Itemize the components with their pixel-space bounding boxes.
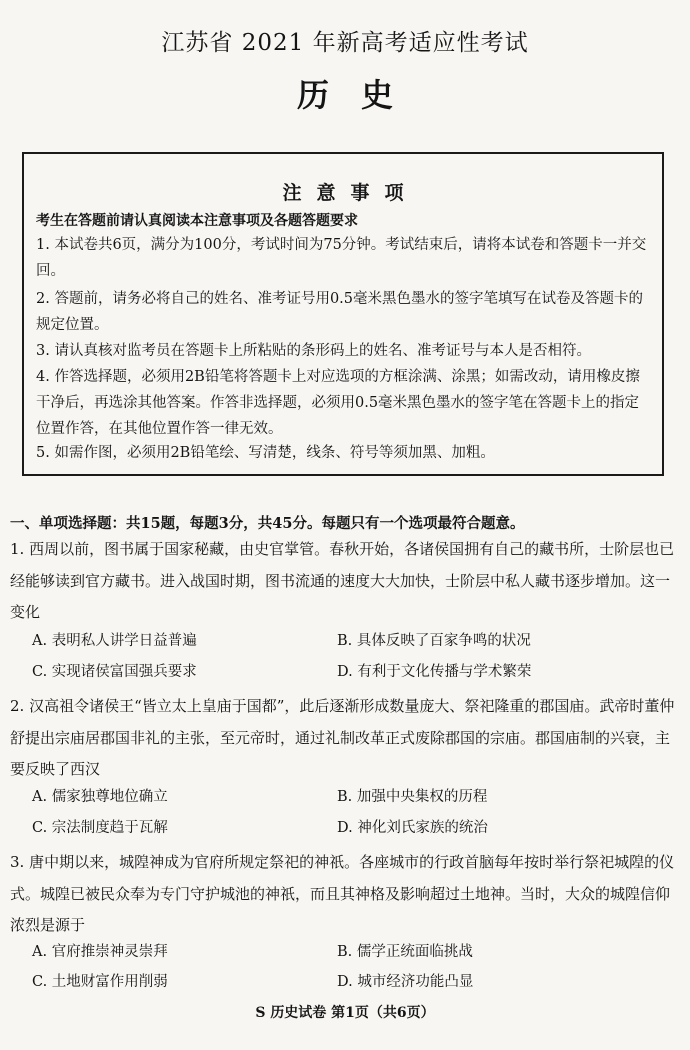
section-heading: 一、单项选择题：共15题，每题3分，共45分。每题只有一个选项最符合题意。: [10, 515, 525, 532]
notice-title: 注意事项: [282, 182, 419, 204]
question-2-option-d: D. 神化刘氏家族的统治: [337, 820, 488, 836]
notice-intro: 考生在答题前请认真阅读本注意事项及各题答题要求: [36, 213, 358, 229]
notice-box: [22, 152, 664, 476]
question-2-option-b: B. 加强中央集权的历程: [337, 789, 488, 805]
question-1-option-a: A. 表明私人讲学日益普遍: [32, 633, 197, 649]
question-1-option-d: D. 有利于文化传播与学术繁荣: [337, 664, 532, 680]
question-2-option-c: C. 宗法制度趋于瓦解: [32, 820, 168, 836]
notice-item-2: 2. 答题前，请务必将自己的姓名、准考证号用0.5毫米黑色墨水的签字笔填写在试卷及答题卡的规定位置。: [36, 291, 643, 333]
question-1-stem: 1. 西周以前，图书属于国家秘藏，由史官掌管。春秋开始，各诸侯国拥有自己的藏书所，士阶层也已经能够读到官方藏书。进入战国时期，图书流通的速度大大加快，士阶层中私人藏书逐步增加。这一变化: [10, 540, 675, 621]
page-footer: S 历史试卷 第1页（共6页）: [255, 1005, 435, 1021]
question-3-option-b: B. 儒学正统面临挑战: [337, 944, 473, 960]
notice-item-1: 1. 本试卷共6页，满分为100分，考试时间为75分钟。考试结束后，请将本试卷和答题卡一并交回。: [36, 237, 647, 279]
notice-item-4: 4. 作答选择题，必须用2B铅笔将答题卡上对应选项的方框涂满、涂黑；如需改动，请用橡皮擦干净后，再选涂其他答案。作答非选择题，必须用0.5毫米黑色墨水的签字笔在答题卡上的指定位置作答，在其他位置作答一律无效。: [36, 369, 640, 437]
exam-title: 江苏省 2021 年新高考适应性考试: [161, 30, 529, 56]
question-3-stem: 3. 唐中期以来，城隍神成为官府所规定祭祀的神祇。各座城市的行政首脑每年按时举行祭祀城隍的仪式。城隍已被民众奉为专门守护城池的神祇，而且其神格及影响超过土地神。当时，大众的城隍信仰浓烈是源于: [10, 853, 675, 934]
question-1-option-c: C. 实现诸侯富国强兵要求: [32, 664, 197, 680]
subject-title: 历史: [296, 76, 425, 114]
question-3-option-d: D. 城市经济功能凸显: [337, 974, 474, 990]
question-1-option-b: B. 具体反映了百家争鸣的状况: [337, 633, 531, 649]
question-3-option-c: C. 土地财富作用削弱: [32, 974, 168, 990]
question-2-stem: 2. 汉高祖令诸侯王“皆立太上皇庙于国都”，此后逐渐形成数量庞大、祭祀隆重的郡国庙。武帝时董仲舒提出宗庙居郡国非礼的主张，至元帝时，通过礼制改革正式废除郡国的宗庙。郡国庙制的兴衰，主要反映了西汉: [10, 697, 675, 778]
notice-item-3: 3. 请认真核对监考员在答题卡上所粘贴的条形码上的姓名、准考证号与本人是否相符。: [36, 343, 591, 359]
notice-item-5: 5. 如需作图，必须用2B铅笔绘、写清楚，线条、符号等须加黑、加粗。: [36, 445, 495, 461]
question-3-option-a: A. 官府推崇神灵崇拜: [32, 944, 168, 960]
question-2-option-a: A. 儒家独尊地位确立: [32, 789, 168, 805]
